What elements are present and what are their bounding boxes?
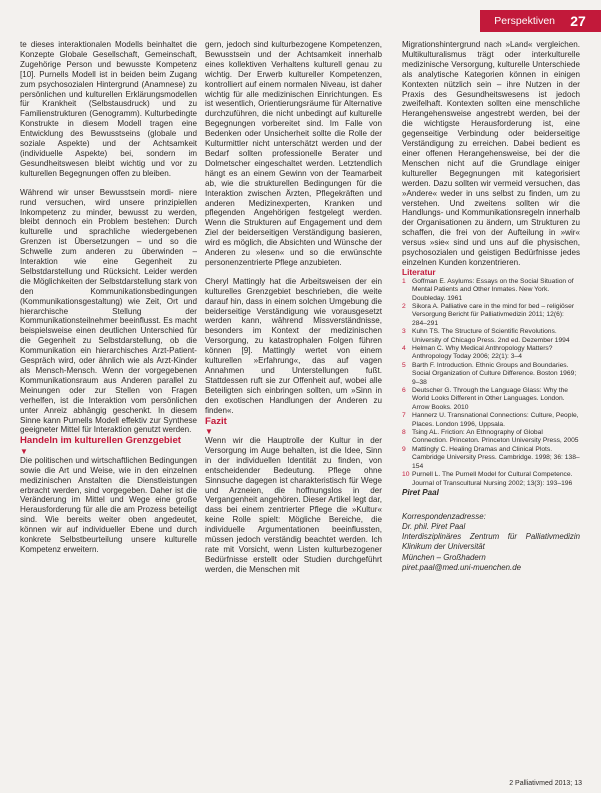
literature-text: Hannerz U. Transnational Connections: Culture, People, Places. London 1996, Uppsala. — [412, 412, 579, 428]
page-number: 27 — [570, 13, 586, 29]
literature-item — [402, 278, 580, 303]
contact-line: Korrespondenzadresse: — [402, 511, 486, 521]
literature-item — [402, 412, 580, 429]
literature-item — [402, 446, 580, 471]
contact-line: Interdisziplinäres Zentrum für Palliativmedizin Klinikum der Universität — [402, 532, 580, 552]
contact-line: Dr. phil. Piret Paal — [402, 522, 466, 532]
literature-number: 9 — [402, 445, 406, 453]
paragraph: te dieses interaktionalen Modells beinhaltet die Konzepte Globale Gesellschaft, Gemeinschaft, Zugehörige Person und bewusste Kompetenz [10]. Purnells Modell ist in beiden beim Zugang zum psychosozialen Hintergrund (Anamnese) zu persönlichen und kulturellen Erklärungsmodellen für Krankheit (Selbstausdruck) und zu Familienstrukturen (Genogramm). Kulturbedingte Konstrukte in diesem Modell tragen eine Entwicklung des Bewusstseins (globale und soziale Aspekte) und der Achtsamkeit (individuelle Aspekte) bei, sondern im Gesundheitswesen bleibt wichtig und vor zu kulturellen Begegnungen offen zu bleiben. — [20, 40, 197, 178]
footer-citation: 2 Palliativmed 2013; 13 — [509, 780, 582, 787]
column-2 — [205, 40, 382, 575]
paragraph: gern, jedoch sind kulturbezogene Kompetenzen, Bewusstsein und der Achtsamkeit innerhalb eines kollektiven Verhaltens kulturell genau zu wichtig. Der Erwerb kultureller Kompetenzen, kontrolliert auf einem normalen Niveau, ist daher wichtig für alle medizinischen Einrichtungen. Es ist wesentlich, Orientierungsräume für Alternative durchzuführen, die nicht unbedingt auf kulturelle Begegnungen vorbereitet sind. Im Falle von Bedenken oder Unsicherheit sollte die Rolle der Kulturmittler nicht unterschätzt werden und der Bedarf sollten professionelle Berater und Dolmetscher eingeschaltet werden. Letztendlich hängt es an einem Gewinn von der Teamarbeit ab, wie die strukturellen Bedingungen für die Interaktion zwischen Ärzten, Pflegekräften und anderen Medizinexperten, Kranken und pflegenden Angehörigen festgelegt werden. Wenn die Strukturen auf Engagement und dem Ziel der beiderseitigen Verständigung basieren, wird es möglich, die Absichten und Wünsche der Anderen zu »lesen« und so die erwünschte personenzentrierte Pflege anzubieten. — [205, 40, 382, 267]
literature-number: 3 — [402, 328, 406, 336]
triangle-marker-icon: ▼ — [205, 427, 213, 437]
triangle-marker-icon: ▼ — [20, 446, 28, 456]
literature-number: 8 — [402, 429, 406, 437]
contact-line: München – Großhadern — [402, 552, 486, 562]
author-name: Piret Paal — [402, 487, 439, 497]
literature-item — [402, 471, 580, 488]
section-heading: Fazit — [205, 415, 227, 427]
paragraph: Migrationshintergrund nach »Land« vergleichen. Multikulturalismus trägt oder interkulturelle medizinische Versorgung, kulturelle Unterschiede als analytische Kategorien können in einigen Kontexten nützlich sein – ihre Nutzen in der Praxis des Gesundheitswesens ist jedoch zweifelhaft. Kontexten sollten eine menschliche Herangehensweise angestrebt werden, bei der die wichtigste Herausforderung ist, eine gegenseitige Verbindung oder beiderseitige Verständigung zu erreichen. Dabei bedient es einer offenen Herangehensweise, bei der die Menschen nicht auf die Grundlage einiger kultureller Begegnungen mit kategorisiert werden. Dazu sollten wir vermeid versuchen, das »Andere« weder in uns selbst zu finden, um zu verstehen. Und zweitens sollten wir die Handlungs- und Kommunikationsregeln innerhalb der Organisationen zu ändern, um Strukturen zu schaffen, die frei von der Aufteilung in »wir« versus »sie« sind und uns auf die physischen, psychosozialen und geistigen Bedürfnisse jedes einzelnen Kunden konzentrieren. — [402, 40, 580, 267]
literature-text: Helman C. Why Medical Anthropology Matters? Anthropology Today 2006; 22(1): 3–4 — [412, 345, 553, 361]
section-heading: Handeln im kulturellen Grenzgebiet — [20, 435, 181, 447]
contact-email[interactable]: piret.paal@med.uni-muenchen.de — [402, 562, 521, 572]
literature-number: 5 — [402, 361, 406, 369]
literature-number: 2 — [402, 302, 406, 310]
paragraph: Die politischen und wirtschaftlichen Bedingungen sowie die Art und Weise, wie in den einzelnen medizinischen Anstalten die Dienstleistungen erbracht werden, sind vorgegeben. Daher ist die Veränderung im Mittel und Wege eine große Herausforderung für alle die am Prozess beteiligt sind. Wie bereits weiter oben angedeutet, können wir auf individueller Ebene und durch konkrete Selbstbeurteilung unsere kulturelle Kompetenz erweitern. — [20, 455, 197, 554]
literature-text: Kuhn TS. The Structure of Scientific Revolutions. University of Chicago Press. 2nd ed. Dezember 1994 — [412, 328, 570, 344]
literature-number: 10 — [402, 471, 410, 479]
correspondence-address — [402, 512, 580, 573]
literature-text: Sikora A. Palliative care in the mind for bed – religiöser Versorgung Bericht für Palliativmedizin 2011; 12(6): 284–291 — [412, 302, 575, 327]
literature-text: Goffman E. Asylums: Essays on the Social Situation of Mental Patients and Other Inmates. New York. Doubleday. 1961 — [412, 277, 574, 302]
literature-text: Mattingly C. Healing Dramas and Clinical Plots. Cambridge University Press. Cambridge. 1998; 36: 138–154 — [412, 445, 580, 470]
section-title: Perspektiven — [494, 15, 555, 27]
literature-list — [402, 278, 580, 488]
literature-item — [402, 429, 580, 446]
paragraph: Während wir unser Bewusstsein mordi- niere rund versuchen, wird unsere prinzipiellen Inkompetenz zu minder, bewusst zu werden, bleibt dennoch ein Problem bestehen: Durch kulturelle und sprachliche wiedergebenen Grenzen ist Übersetzungen – und so die Schwelle zum anderen zu überwinden – Interaktion wie eine Gegenheit zu Selbstdarstellung und Rücksicht. Leider werden die Möglichkeiten der Selbstdarstellung stark von den Kommunikationsbedingungen (Kommunikationsgestaltung) wie Zeit, Ort und hierarchische Stellung der Kommunikationsteilnehmer beeinflusst. Es macht beispielsweise einen deutlichen Unterschied für die Gegenheit zu Selbstdarstellung, ob die Kommunikation ein hierarchisches Arzt-Patient-Gespräch wird, oder ähnlich wie als Arzt-Kinder als Mensch-Mensch. Wenn der vorgegebenen Kommunikationsraum aus Anderen parallel zu Meinungen oder zur Stellen von Fragen verhelfen, ist die Interaktion vom persönlichen unter Anreiz abhängig geschenkt. In diesem Sinne kann Purnells Modell effektiv zur Synthese geeigneter Mittel für Interaktion genutzt werden. — [20, 187, 197, 435]
literature-number: 4 — [402, 345, 406, 352]
literature-number: 6 — [402, 387, 406, 395]
literature-number: 7 — [402, 412, 406, 420]
literature-item — [402, 328, 580, 345]
literature-item — [402, 362, 580, 387]
paragraph: Cheryl Mattingly hat die Arbeitsweisen der ein kulturelles Grenzgebiet beschrieben, die weite darauf hin, dass in einem solchen Umgebung die beiderseitige Verständigung wie vorausgesetzt werden kann, während Missverständnisse, besonders im Kontext der medizinischen Versorgung, zu katastrophalen Folgen führen können [9]. Mattingly wertet von einem kulturellen »Erfahrung«, das auf vagen Annahmen und Unterstellungen fußt. Stattdessen ruft sie zur Offenheit auf, wobei alle Beteiligten sich einbringen sollten, um »Sinn in den exotischen Handlungen der Anderen zu finden«. — [205, 276, 382, 415]
literature-item — [402, 345, 580, 362]
literature-text: Purnell L. The Purnell Model for Cultural Competence. Journal of Transcultural Nursing 2002; 13(3): 193–196 — [412, 471, 573, 487]
literature-text: Tsing AL. Friction: An Ethnography of Global Connection. Princeton. Princeton University Press, 2005 — [412, 429, 579, 445]
literature-item — [402, 387, 580, 412]
paragraph: Wenn wir die Hauptrolle der Kultur in der Versorgung im Auge behalten, ist die Idee, Sinn in der individuellen Identität zu finden, von entscheidender Bedeutung. Pflege ohne Sinnsuche dagegen ist charakteristisch für Wege und Arzneien, die hoffnungslos in der Vergangenheit angehören. Dieser Artikel legt dar, dass bei einem zentrierter Pflege die »Kultur« keine Rolle spielt: Mögliche Bereiche, die individuelle Argumentationen beeinflussten, müssen jedoch verständig beachtet werden. Ich rate mit Vorsicht, wenn Listen kulturbezogener Bedürfnisse erstellt oder Studien durchgeführt werden, die Menschen mit — [205, 436, 382, 574]
literature-item — [402, 303, 580, 328]
literature-text: Barth F. Introduction. Ethnic Groups and Boundaries. Social Organization of Culture Difference. Boston 1969; 9–38 — [412, 361, 577, 386]
literature-heading: Literatur — [402, 266, 436, 277]
literature-number: 1 — [402, 277, 406, 285]
literature-text: Deutscher G. Through the Language Glass: Why the World Looks Different in Other Languages. London. Arrow Books. 2010 — [412, 387, 569, 411]
column-3 — [402, 40, 580, 573]
column-1 — [20, 40, 197, 555]
